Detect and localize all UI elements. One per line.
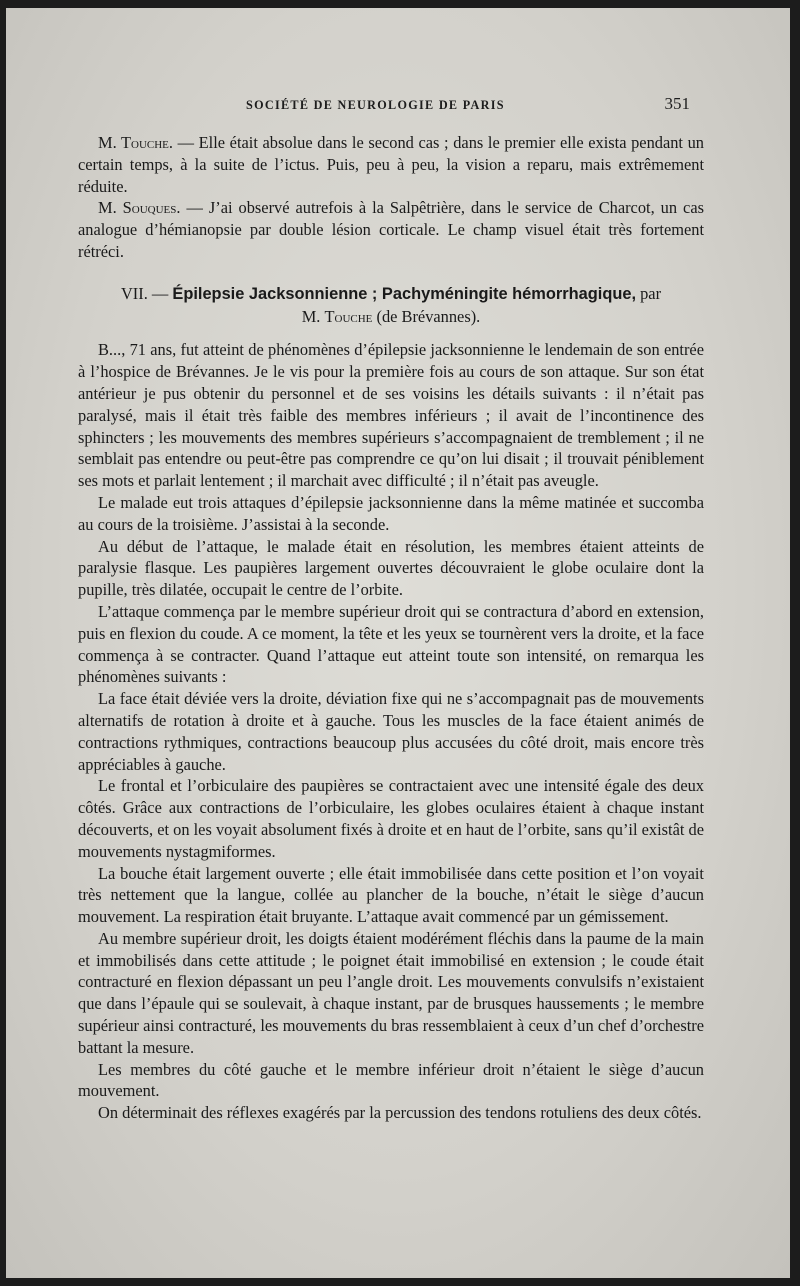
paragraph: On déterminait des réflexes exagérés par la percussion des tendons rotuliens des deux côtés.	[98, 1103, 702, 1123]
paragraph: Au début de l’attaque, le malade était en résolution, les membres étaient atteints de paralysie flasque. Les paupières largement ouvertes découvraient le globe oculaire dont la pupille, très dilatée, occupait le centre de l’orbite.	[78, 536, 704, 600]
paragraph: L’attaque commença par le membre supérieur droit qui se contractura d’abord en extension, puis en flexion du coude. A ce moment, la tête et les yeux se tournèrent vers la droite, et la face commença à se contracter. Quand l’attaque eut atteint toute son intensité, on remarqua les phénomènes suivants :	[78, 601, 704, 687]
section-number: VII. —	[120, 283, 173, 303]
paragraph-text: — J’ai observé autrefois à la Salpêtrière, dans le service de Charcot, un cas analogue d’hémianopsie par double lésion corticale. Le champ visuel était très fortement rétréci.	[78, 198, 704, 261]
discussion-paragraph-touche	[78, 132, 704, 197]
discussion-paragraph-souques	[78, 197, 704, 262]
author-place: (de Brévannes).	[372, 306, 481, 326]
body-text	[78, 132, 704, 1124]
speaker-name: M. Touche.	[98, 133, 174, 152]
paragraph: La bouche était largement ouverte ; elle était immobilisée dans cette position et l’on voyait très nettement que la langue, collée au plancher de la bouche, n’était le siège d’aucun mouvement. La respiration était bruyante. L’attaque avait commencé par un gémissement.	[78, 863, 704, 927]
paragraph: La face était déviée vers la droite, déviation fixe qui ne s’accompagnait pas de mouvements alternatifs de rotation à droite et à gauche. Tous les muscles de la face étaient animés de contractions rythmiques, contractions beaucoup plus accusées du côté droit, mais encore très appréciables à gauche.	[78, 689, 704, 774]
running-head	[246, 94, 690, 116]
section-heading	[78, 283, 704, 328]
paragraph: B..., 71 ans, fut atteint de phénomènes d’épilepsie jacksonnienne le lendemain de son entrée à l’hospice de Brévannes. Je le vis pour la première fois au cours de son attaque. Sur son état antérieur je pus obtenir du personnel et de ses voisins les détails suivants : il n’était pas paralysé, mais il était très faible des membres inférieurs ; il avait de l’incontinence des sphincters ; les mouvements des membres supérieurs s’accompagnaient de tremblement ; il ne semblait pas entendre ou peut-être pas comprendre ce qu’on lui disait ; il trouvait péniblement ses mots et parlait lentement ; il marchait avec difficulté ; il n’était pas aveugle.	[78, 340, 704, 491]
paragraph: Le malade eut trois attaques d’épilepsie jacksonnienne dans la même matinée et succomba au cours de la troisième. J’assistai à la seconde.	[78, 492, 704, 534]
section-title: Épilepsie Jacksonnienne ; Pachyméningite hémorrhagique,	[172, 284, 637, 303]
paragraph-text: — Elle était absolue dans le second cas ; dans le premier elle exista pendant un certain temps, à la suite de l’ictus. Puis, peu à peu, la vision a reparu, mais extrêmement réduite.	[78, 133, 705, 196]
author-name: Touche	[324, 306, 373, 326]
author-line	[78, 306, 704, 328]
paragraph: Le frontal et l’orbiculaire des paupières se contractaient avec une intensité égale des deux côtés. Grâce aux contractions de l’orbiculaire, les globes oculaires étaient à chaque instant découverts, et on les voyait absolument fixés à droite et en haut de l’orbite, sans qu’il existât de mouvements nystagmiformes.	[78, 776, 704, 861]
running-title: SOCIÉTÉ DE NEUROLOGIE DE PARIS	[246, 98, 505, 112]
paragraph: Les membres du côté gauche et le membre inférieur droit n’étaient le siège d’aucun mouvement.	[78, 1059, 704, 1101]
author-title: M.	[301, 306, 325, 326]
page-number: 351	[664, 94, 690, 113]
paragraph: Au membre supérieur droit, les doigts étaient modérément fléchis dans la paume de la main et immobilisés dans cette attitude ; le poignet était immobilisé en extension ; le coude était contracturé en flexion dépassant un peu l’angle droit. Les mouvements convulsifs n’existaient que dans l’épaule qui se soulevait, à chaque instant, par de brusques haussements ; le membre supérieur ainsi contracturé, les mouvements du bras ressemblaient à ceux d’un chef d’orchestre battant la mesure.	[78, 928, 704, 1057]
section-par: par	[636, 283, 662, 303]
speaker-name: M. Souques.	[98, 198, 181, 218]
scanned-page	[6, 8, 790, 1278]
